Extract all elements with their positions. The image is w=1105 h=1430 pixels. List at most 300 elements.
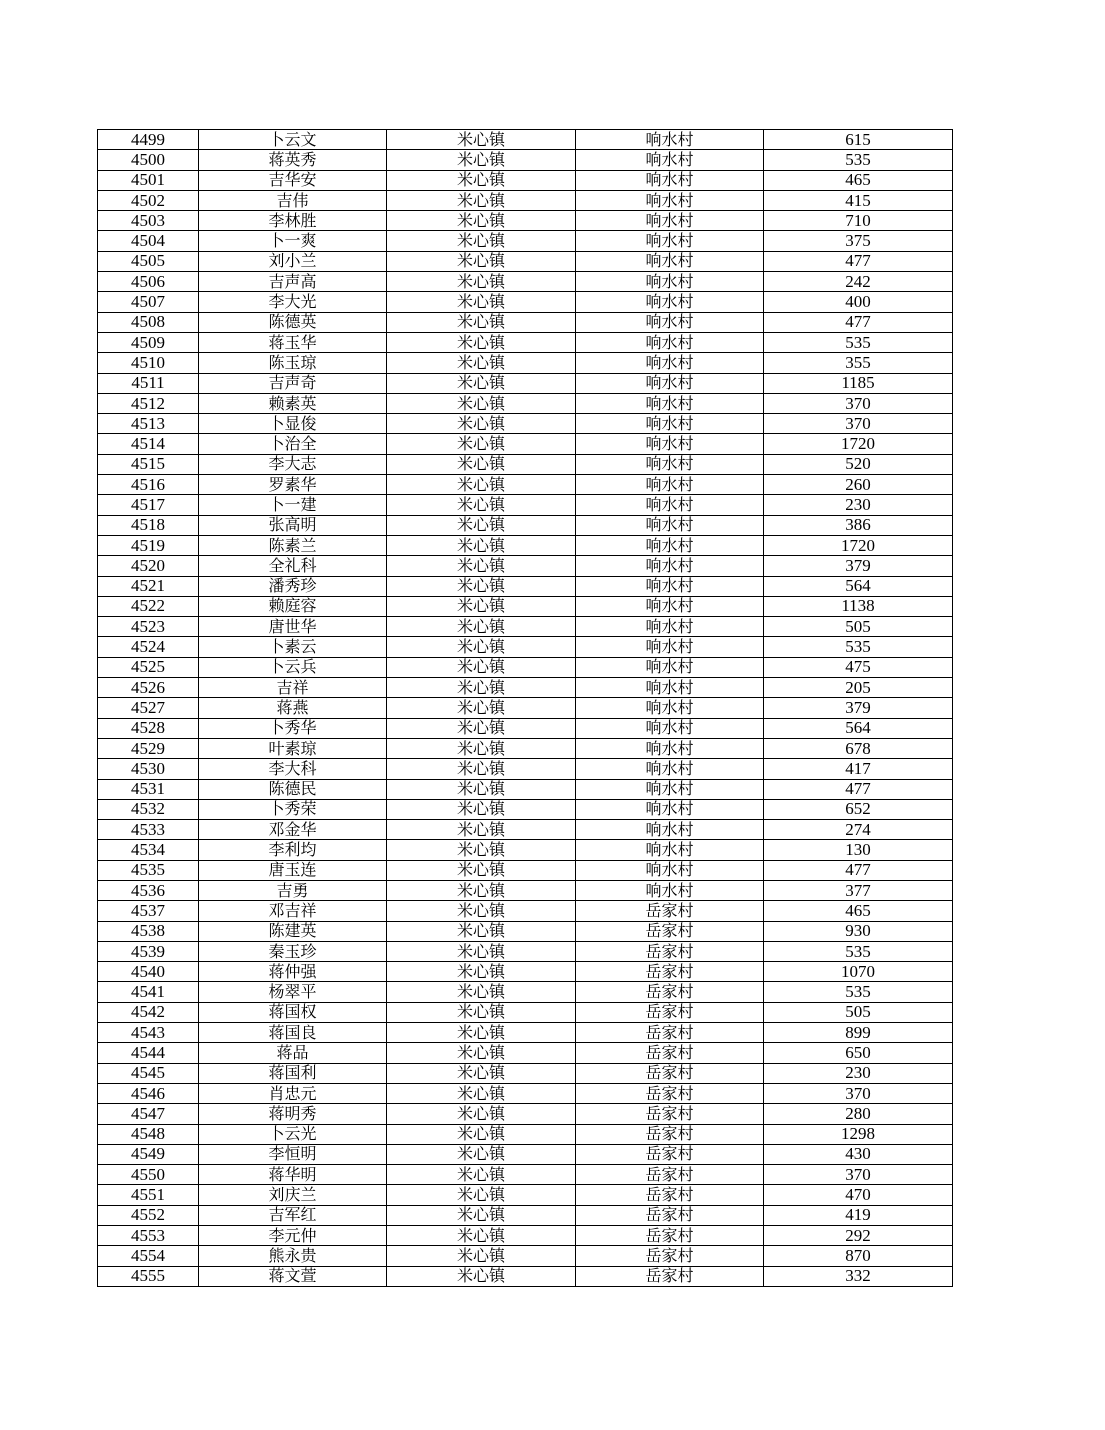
table-row <box>98 1124 953 1144</box>
person-name-cell: 李元仲 <box>199 1226 387 1246</box>
town-cell: 米心镇 <box>387 799 576 819</box>
row-number-cell: 4522 <box>98 596 199 616</box>
town-cell: 米心镇 <box>387 1124 576 1144</box>
table-row <box>98 535 953 555</box>
amount-cell: 1298 <box>764 1124 953 1144</box>
table-row <box>98 1205 953 1225</box>
town-cell: 米心镇 <box>387 332 576 352</box>
town-cell: 米心镇 <box>387 921 576 941</box>
table-row <box>98 1185 953 1205</box>
person-name-cell: 吉声奇 <box>199 373 387 393</box>
town-cell: 米心镇 <box>387 393 576 413</box>
table-row <box>98 251 953 271</box>
row-number-cell: 4554 <box>98 1246 199 1266</box>
village-cell: 响水村 <box>576 495 764 515</box>
village-cell: 岳家村 <box>576 1083 764 1103</box>
table-row <box>98 657 953 677</box>
table-row <box>98 312 953 332</box>
person-name-cell: 叶素琼 <box>199 738 387 758</box>
row-number-cell: 4529 <box>98 738 199 758</box>
person-name-cell: 卜云光 <box>199 1124 387 1144</box>
row-number-cell: 4546 <box>98 1083 199 1103</box>
row-number-cell: 4508 <box>98 312 199 332</box>
table-row <box>98 130 953 150</box>
person-name-cell: 蒋明秀 <box>199 1104 387 1124</box>
village-cell: 岳家村 <box>576 1002 764 1022</box>
village-cell: 响水村 <box>576 779 764 799</box>
town-cell: 米心镇 <box>387 373 576 393</box>
person-name-cell: 卜云文 <box>199 130 387 150</box>
amount-cell: 1070 <box>764 962 953 982</box>
table-row <box>98 231 953 251</box>
person-name-cell: 赖素英 <box>199 393 387 413</box>
person-name-cell: 吉祥 <box>199 678 387 698</box>
village-cell: 岳家村 <box>576 1165 764 1185</box>
town-cell: 米心镇 <box>387 738 576 758</box>
table-row <box>98 515 953 535</box>
amount-cell: 377 <box>764 880 953 900</box>
amount-cell: 375 <box>764 231 953 251</box>
town-cell: 米心镇 <box>387 1063 576 1083</box>
amount-cell: 332 <box>764 1266 953 1286</box>
amount-cell: 477 <box>764 251 953 271</box>
person-name-cell: 唐世华 <box>199 617 387 637</box>
amount-cell: 650 <box>764 1043 953 1063</box>
town-cell: 米心镇 <box>387 779 576 799</box>
village-cell: 响水村 <box>576 657 764 677</box>
town-cell: 米心镇 <box>387 312 576 332</box>
village-cell: 岳家村 <box>576 962 764 982</box>
village-cell: 响水村 <box>576 840 764 860</box>
row-number-cell: 4516 <box>98 475 199 495</box>
table-row <box>98 1246 953 1266</box>
town-cell: 米心镇 <box>387 941 576 961</box>
village-cell: 岳家村 <box>576 1266 764 1286</box>
village-cell: 响水村 <box>576 434 764 454</box>
town-cell: 米心镇 <box>387 1266 576 1286</box>
village-cell: 响水村 <box>576 880 764 900</box>
amount-cell: 1138 <box>764 596 953 616</box>
town-cell: 米心镇 <box>387 454 576 474</box>
table-row <box>98 738 953 758</box>
amount-cell: 370 <box>764 1083 953 1103</box>
town-cell: 米心镇 <box>387 880 576 900</box>
table-row <box>98 434 953 454</box>
row-number-cell: 4524 <box>98 637 199 657</box>
person-name-cell: 邓吉祥 <box>199 901 387 921</box>
person-name-cell: 蒋燕 <box>199 698 387 718</box>
person-name-cell: 蒋文萱 <box>199 1266 387 1286</box>
table-row <box>98 576 953 596</box>
village-cell: 响水村 <box>576 393 764 413</box>
row-number-cell: 4539 <box>98 941 199 961</box>
table-row <box>98 759 953 779</box>
town-cell: 米心镇 <box>387 759 576 779</box>
person-name-cell: 蒋仲强 <box>199 962 387 982</box>
amount-cell: 230 <box>764 1063 953 1083</box>
table-row <box>98 454 953 474</box>
person-name-cell: 卜显俊 <box>199 414 387 434</box>
table-row <box>98 982 953 1002</box>
village-cell: 响水村 <box>576 373 764 393</box>
town-cell: 米心镇 <box>387 251 576 271</box>
village-cell: 响水村 <box>576 698 764 718</box>
town-cell: 米心镇 <box>387 718 576 738</box>
person-name-cell: 李大科 <box>199 759 387 779</box>
town-cell: 米心镇 <box>387 698 576 718</box>
town-cell: 米心镇 <box>387 840 576 860</box>
row-number-cell: 4523 <box>98 617 199 637</box>
row-number-cell: 4538 <box>98 921 199 941</box>
village-cell: 响水村 <box>576 312 764 332</box>
table-row <box>98 332 953 352</box>
person-name-cell: 邓金华 <box>199 820 387 840</box>
row-number-cell: 4521 <box>98 576 199 596</box>
person-name-cell: 熊永贵 <box>199 1246 387 1266</box>
town-cell: 米心镇 <box>387 678 576 698</box>
amount-cell: 430 <box>764 1144 953 1164</box>
table-row <box>98 1104 953 1124</box>
person-name-cell: 蒋华明 <box>199 1165 387 1185</box>
person-name-cell: 卜一建 <box>199 495 387 515</box>
village-cell: 响水村 <box>576 596 764 616</box>
person-name-cell: 吉声高 <box>199 272 387 292</box>
amount-cell: 400 <box>764 292 953 312</box>
town-cell: 米心镇 <box>387 1083 576 1103</box>
amount-cell: 292 <box>764 1226 953 1246</box>
village-cell: 岳家村 <box>576 901 764 921</box>
amount-cell: 564 <box>764 718 953 738</box>
row-number-cell: 4513 <box>98 414 199 434</box>
town-cell: 米心镇 <box>387 556 576 576</box>
amount-cell: 260 <box>764 475 953 495</box>
village-cell: 响水村 <box>576 820 764 840</box>
amount-cell: 505 <box>764 1002 953 1022</box>
amount-cell: 930 <box>764 921 953 941</box>
table-row <box>98 414 953 434</box>
town-cell: 米心镇 <box>387 1144 576 1164</box>
amount-cell: 710 <box>764 211 953 231</box>
person-name-cell: 李大志 <box>199 454 387 474</box>
amount-cell: 419 <box>764 1205 953 1225</box>
town-cell: 米心镇 <box>387 982 576 1002</box>
village-cell: 响水村 <box>576 130 764 150</box>
table-row <box>98 1165 953 1185</box>
table-row <box>98 272 953 292</box>
village-cell: 岳家村 <box>576 1205 764 1225</box>
town-cell: 米心镇 <box>387 860 576 880</box>
amount-cell: 274 <box>764 820 953 840</box>
row-number-cell: 4504 <box>98 231 199 251</box>
village-cell: 响水村 <box>576 718 764 738</box>
row-number-cell: 4555 <box>98 1266 199 1286</box>
row-number-cell: 4519 <box>98 535 199 555</box>
village-cell: 岳家村 <box>576 941 764 961</box>
row-number-cell: 4511 <box>98 373 199 393</box>
table-row <box>98 698 953 718</box>
amount-cell: 230 <box>764 495 953 515</box>
table-row <box>98 901 953 921</box>
person-name-cell: 刘小兰 <box>199 251 387 271</box>
village-cell: 响水村 <box>576 190 764 210</box>
person-name-cell: 蒋国良 <box>199 1023 387 1043</box>
person-name-cell: 蒋品 <box>199 1043 387 1063</box>
village-cell: 响水村 <box>576 637 764 657</box>
town-cell: 米心镇 <box>387 1226 576 1246</box>
person-name-cell: 潘秀珍 <box>199 576 387 596</box>
amount-cell: 1185 <box>764 373 953 393</box>
village-cell: 岳家村 <box>576 982 764 1002</box>
town-cell: 米心镇 <box>387 515 576 535</box>
data-table <box>97 129 953 1287</box>
town-cell: 米心镇 <box>387 617 576 637</box>
person-name-cell: 卜秀华 <box>199 718 387 738</box>
town-cell: 米心镇 <box>387 231 576 251</box>
village-cell: 岳家村 <box>576 1043 764 1063</box>
amount-cell: 355 <box>764 353 953 373</box>
town-cell: 米心镇 <box>387 1002 576 1022</box>
town-cell: 米心镇 <box>387 475 576 495</box>
table-row <box>98 211 953 231</box>
town-cell: 米心镇 <box>387 535 576 555</box>
amount-cell: 370 <box>764 414 953 434</box>
village-cell: 响水村 <box>576 353 764 373</box>
person-name-cell: 卜云兵 <box>199 657 387 677</box>
amount-cell: 564 <box>764 576 953 596</box>
town-cell: 米心镇 <box>387 130 576 150</box>
town-cell: 米心镇 <box>387 353 576 373</box>
row-number-cell: 4526 <box>98 678 199 698</box>
row-number-cell: 4517 <box>98 495 199 515</box>
row-number-cell: 4502 <box>98 190 199 210</box>
town-cell: 米心镇 <box>387 1246 576 1266</box>
amount-cell: 899 <box>764 1023 953 1043</box>
row-number-cell: 4503 <box>98 211 199 231</box>
amount-cell: 505 <box>764 617 953 637</box>
village-cell: 响水村 <box>576 475 764 495</box>
amount-cell: 465 <box>764 901 953 921</box>
village-cell: 岳家村 <box>576 1144 764 1164</box>
table-row <box>98 353 953 373</box>
amount-cell: 415 <box>764 190 953 210</box>
amount-cell: 870 <box>764 1246 953 1266</box>
table-row <box>98 596 953 616</box>
row-number-cell: 4515 <box>98 454 199 474</box>
person-name-cell: 卜治全 <box>199 434 387 454</box>
village-cell: 岳家村 <box>576 1185 764 1205</box>
table-row <box>98 962 953 982</box>
person-name-cell: 唐玉连 <box>199 860 387 880</box>
person-name-cell: 陈建英 <box>199 921 387 941</box>
town-cell: 米心镇 <box>387 1185 576 1205</box>
person-name-cell: 赖庭容 <box>199 596 387 616</box>
town-cell: 米心镇 <box>387 576 576 596</box>
amount-cell: 465 <box>764 170 953 190</box>
amount-cell: 1720 <box>764 535 953 555</box>
town-cell: 米心镇 <box>387 434 576 454</box>
person-name-cell: 全礼科 <box>199 556 387 576</box>
village-cell: 响水村 <box>576 332 764 352</box>
table-row <box>98 1043 953 1063</box>
town-cell: 米心镇 <box>387 190 576 210</box>
table-row <box>98 1002 953 1022</box>
table-row <box>98 941 953 961</box>
row-number-cell: 4543 <box>98 1023 199 1043</box>
amount-cell: 652 <box>764 799 953 819</box>
town-cell: 米心镇 <box>387 820 576 840</box>
row-number-cell: 4534 <box>98 840 199 860</box>
row-number-cell: 4514 <box>98 434 199 454</box>
amount-cell: 130 <box>764 840 953 860</box>
amount-cell: 205 <box>764 678 953 698</box>
table-row <box>98 150 953 170</box>
row-number-cell: 4540 <box>98 962 199 982</box>
village-cell: 响水村 <box>576 515 764 535</box>
row-number-cell: 4530 <box>98 759 199 779</box>
row-number-cell: 4528 <box>98 718 199 738</box>
row-number-cell: 4544 <box>98 1043 199 1063</box>
row-number-cell: 4550 <box>98 1165 199 1185</box>
amount-cell: 280 <box>764 1104 953 1124</box>
table-row <box>98 1144 953 1164</box>
town-cell: 米心镇 <box>387 657 576 677</box>
row-number-cell: 4520 <box>98 556 199 576</box>
town-cell: 米心镇 <box>387 637 576 657</box>
town-cell: 米心镇 <box>387 150 576 170</box>
person-name-cell: 吉勇 <box>199 880 387 900</box>
village-cell: 响水村 <box>576 454 764 474</box>
person-name-cell: 卜一爽 <box>199 231 387 251</box>
town-cell: 米心镇 <box>387 1165 576 1185</box>
table-row <box>98 292 953 312</box>
person-name-cell: 陈德英 <box>199 312 387 332</box>
town-cell: 米心镇 <box>387 211 576 231</box>
amount-cell: 535 <box>764 941 953 961</box>
person-name-cell: 陈玉琼 <box>199 353 387 373</box>
village-cell: 响水村 <box>576 170 764 190</box>
row-number-cell: 4553 <box>98 1226 199 1246</box>
person-name-cell: 肖忠元 <box>199 1083 387 1103</box>
table-row <box>98 556 953 576</box>
amount-cell: 242 <box>764 272 953 292</box>
town-cell: 米心镇 <box>387 596 576 616</box>
town-cell: 米心镇 <box>387 962 576 982</box>
village-cell: 岳家村 <box>576 1124 764 1144</box>
table-row <box>98 779 953 799</box>
person-name-cell: 蒋英秀 <box>199 150 387 170</box>
table-row <box>98 617 953 637</box>
person-name-cell: 吉军红 <box>199 1205 387 1225</box>
row-number-cell: 4510 <box>98 353 199 373</box>
person-name-cell: 秦玉珍 <box>199 941 387 961</box>
row-number-cell: 4525 <box>98 657 199 677</box>
village-cell: 响水村 <box>576 414 764 434</box>
person-name-cell: 李大光 <box>199 292 387 312</box>
village-cell: 响水村 <box>576 678 764 698</box>
person-name-cell: 卜素云 <box>199 637 387 657</box>
person-name-cell: 张高明 <box>199 515 387 535</box>
row-number-cell: 4532 <box>98 799 199 819</box>
amount-cell: 477 <box>764 312 953 332</box>
person-name-cell: 杨翠平 <box>199 982 387 1002</box>
village-cell: 响水村 <box>576 535 764 555</box>
table-row <box>98 1083 953 1103</box>
table-row <box>98 637 953 657</box>
row-number-cell: 4536 <box>98 880 199 900</box>
person-name-cell: 李林胜 <box>199 211 387 231</box>
town-cell: 米心镇 <box>387 1104 576 1124</box>
town-cell: 米心镇 <box>387 901 576 921</box>
table-row <box>98 1063 953 1083</box>
row-number-cell: 4542 <box>98 1002 199 1022</box>
village-cell: 响水村 <box>576 860 764 880</box>
row-number-cell: 4518 <box>98 515 199 535</box>
amount-cell: 386 <box>764 515 953 535</box>
person-name-cell: 吉华安 <box>199 170 387 190</box>
row-number-cell: 4541 <box>98 982 199 1002</box>
table-row <box>98 921 953 941</box>
table-row <box>98 799 953 819</box>
amount-cell: 1720 <box>764 434 953 454</box>
town-cell: 米心镇 <box>387 1205 576 1225</box>
amount-cell: 615 <box>764 130 953 150</box>
town-cell: 米心镇 <box>387 1023 576 1043</box>
row-number-cell: 4535 <box>98 860 199 880</box>
village-cell: 响水村 <box>576 576 764 596</box>
row-number-cell: 4537 <box>98 901 199 921</box>
person-name-cell: 卜秀荣 <box>199 799 387 819</box>
table-row <box>98 170 953 190</box>
town-cell: 米心镇 <box>387 414 576 434</box>
amount-cell: 370 <box>764 1165 953 1185</box>
village-cell: 岳家村 <box>576 1104 764 1124</box>
person-name-cell: 蒋国利 <box>199 1063 387 1083</box>
table-body <box>98 130 953 1287</box>
amount-cell: 379 <box>764 556 953 576</box>
person-name-cell: 罗素华 <box>199 475 387 495</box>
amount-cell: 520 <box>764 454 953 474</box>
row-number-cell: 4527 <box>98 698 199 718</box>
table-row <box>98 373 953 393</box>
row-number-cell: 4499 <box>98 130 199 150</box>
amount-cell: 417 <box>764 759 953 779</box>
town-cell: 米心镇 <box>387 292 576 312</box>
table-row <box>98 860 953 880</box>
amount-cell: 535 <box>764 150 953 170</box>
person-name-cell: 吉伟 <box>199 190 387 210</box>
table-row <box>98 678 953 698</box>
row-number-cell: 4545 <box>98 1063 199 1083</box>
village-cell: 响水村 <box>576 617 764 637</box>
village-cell: 岳家村 <box>576 1063 764 1083</box>
village-cell: 响水村 <box>576 738 764 758</box>
amount-cell: 379 <box>764 698 953 718</box>
person-name-cell: 李恒明 <box>199 1144 387 1164</box>
village-cell: 响水村 <box>576 556 764 576</box>
row-number-cell: 4531 <box>98 779 199 799</box>
town-cell: 米心镇 <box>387 272 576 292</box>
village-cell: 响水村 <box>576 251 764 271</box>
table-row <box>98 495 953 515</box>
person-name-cell: 李利均 <box>199 840 387 860</box>
amount-cell: 678 <box>764 738 953 758</box>
town-cell: 米心镇 <box>387 495 576 515</box>
amount-cell: 535 <box>764 332 953 352</box>
village-cell: 响水村 <box>576 292 764 312</box>
village-cell: 响水村 <box>576 231 764 251</box>
town-cell: 米心镇 <box>387 1043 576 1063</box>
village-cell: 岳家村 <box>576 1226 764 1246</box>
